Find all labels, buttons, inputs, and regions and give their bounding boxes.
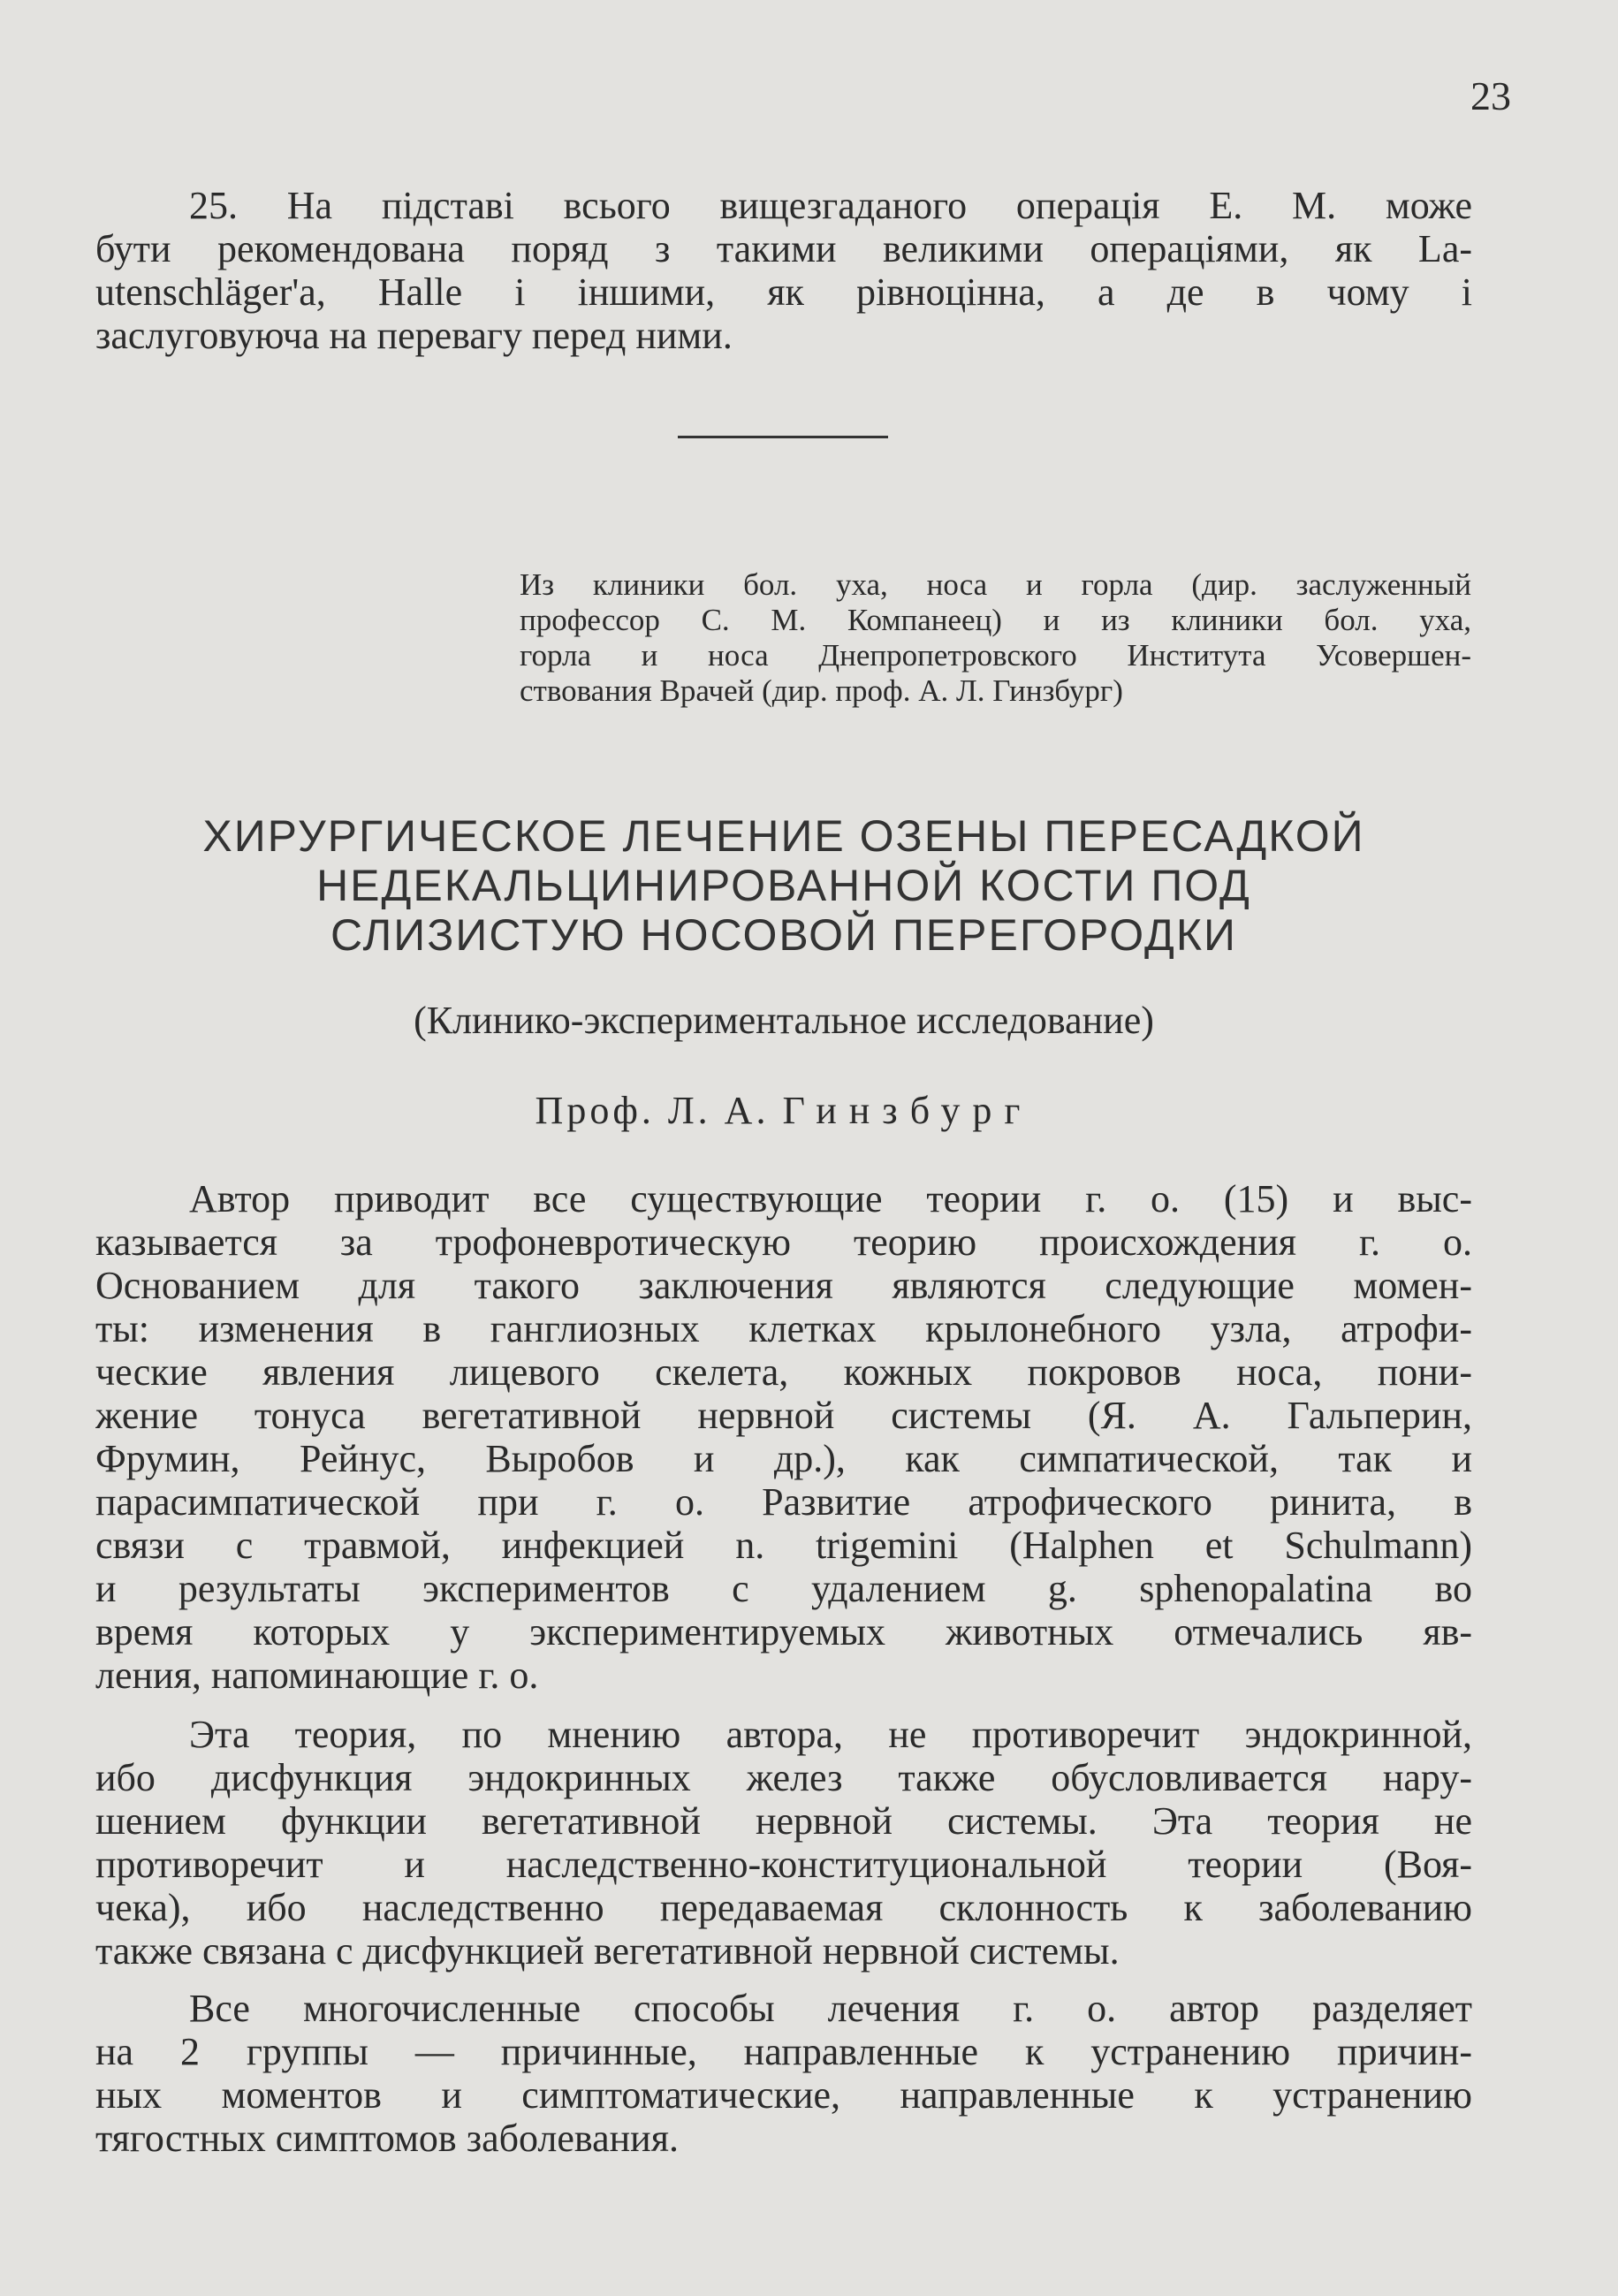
title-line: ХИРУРГИЧЕСКОЕ ЛЕЧЕНИЕ ОЗЕНЫ ПЕРЕСАДКОЙ (202, 811, 1365, 861)
section-divider (678, 436, 888, 438)
body-line: Все многочисленные способы лечения г. о. автор разделяет (189, 1987, 1472, 2030)
body-line: и результаты экспериментов с удалением g. sphenopalatina во (95, 1567, 1472, 1610)
body-line: также связана с дисфункцией вегетативной нервной системы. (95, 1929, 1120, 1973)
affiliation-note (520, 567, 1471, 709)
body-line: противоречит и наследственно-конституциональной теории (Воя- (95, 1843, 1472, 1886)
page-number: 23 (1470, 73, 1511, 118)
body-line: ления, напоминающие г. о. (95, 1654, 539, 1697)
body-paragraph-3 (95, 1987, 1472, 2160)
article-title (95, 811, 1472, 960)
affiliation-line: горла и носа Днепропетровского Института Усовершен- (520, 638, 1471, 673)
author-surname: Гинзбург (782, 1089, 1033, 1132)
body-line: ных моментов и симптоматические, направленные к устранению (95, 2073, 1472, 2117)
body-line: связи с травмой, инфекцией n. trigemini (Halphen et Schulmann) (95, 1524, 1472, 1567)
body-line: Автор приводит все существующие теории г. о. (15) и выс- (189, 1177, 1472, 1220)
body-paragraph-1 (95, 1177, 1472, 1697)
body-line: ты: изменения в ганглиозных клетках крылонебного узла, атрофи- (95, 1307, 1472, 1350)
body-line: ческие явления лицевого скелета, кожных покровов носа, пони- (95, 1350, 1472, 1394)
intro-paragraph (95, 184, 1472, 357)
intro-line: бути рекомендована поряд з такими великими операціями, як La- (95, 227, 1472, 270)
intro-line: 25. На підставі всього вищезгаданого операція Е. М. може (189, 184, 1472, 227)
title-line: СЛИЗИСТУЮ НОСОВОЙ ПЕРЕГОРОДКИ (330, 910, 1237, 960)
intro-line: utenschläger'a, Halle і іншими, як рівноцінна, а де в чому і (95, 270, 1472, 314)
body-line: Фрумин, Рейнус, Выробов и др.), как симпатической, так и (95, 1437, 1472, 1480)
body-paragraph-2 (95, 1713, 1472, 1973)
body-line: тягостных симптомов заболевания. (95, 2117, 679, 2160)
body-line: ибо дисфункция эндокринных желез также обусловливается нару- (95, 1756, 1472, 1799)
article-author (95, 1089, 1472, 1133)
affiliation-line: профессор С. М. Компанеец) и из клиники бол. уха, (520, 603, 1471, 637)
body-line: жение тонуса вегетативной нервной системы (Я. А. Гальперин, (95, 1394, 1472, 1437)
affiliation-line: ствования Врачей (дир. проф. А. Л. Гинзбург) (520, 673, 1123, 708)
body-line: на 2 группы — причинные, направленные к устранению причин- (95, 2030, 1472, 2073)
body-line: шением функции вегетативной нервной системы. Эта теория не (95, 1799, 1472, 1843)
body-line: чека), ибо наследственно передаваемая склонность к заболеванию (95, 1886, 1472, 1929)
body-line: казывается за трофоневротическую теорию происхождения г. о. (95, 1220, 1472, 1264)
body-line: Эта теория, по мнению автора, не противоречит эндокринной, (189, 1713, 1472, 1756)
article-subtitle: (Клинико-экспериментальное исследование) (414, 999, 1154, 1042)
intro-line: заслуговуюча на перевагу перед ними. (95, 314, 733, 357)
body-line: время которых у экспериментируемых животных отмечались яв- (95, 1610, 1472, 1654)
body-line: Основанием для такого заключения являются следующие момен- (95, 1264, 1472, 1307)
author-prefix: Проф. Л. А. (535, 1089, 770, 1132)
affiliation-line: Из клиники бол. уха, носа и горла (дир. заслуженный (520, 567, 1471, 602)
title-line: НЕДЕКАЛЬЦИНИРОВАННОЙ КОСТИ ПОД (316, 861, 1251, 910)
body-line: парасимпатической при г. о. Развитие атрофического ринита, в (95, 1480, 1472, 1524)
